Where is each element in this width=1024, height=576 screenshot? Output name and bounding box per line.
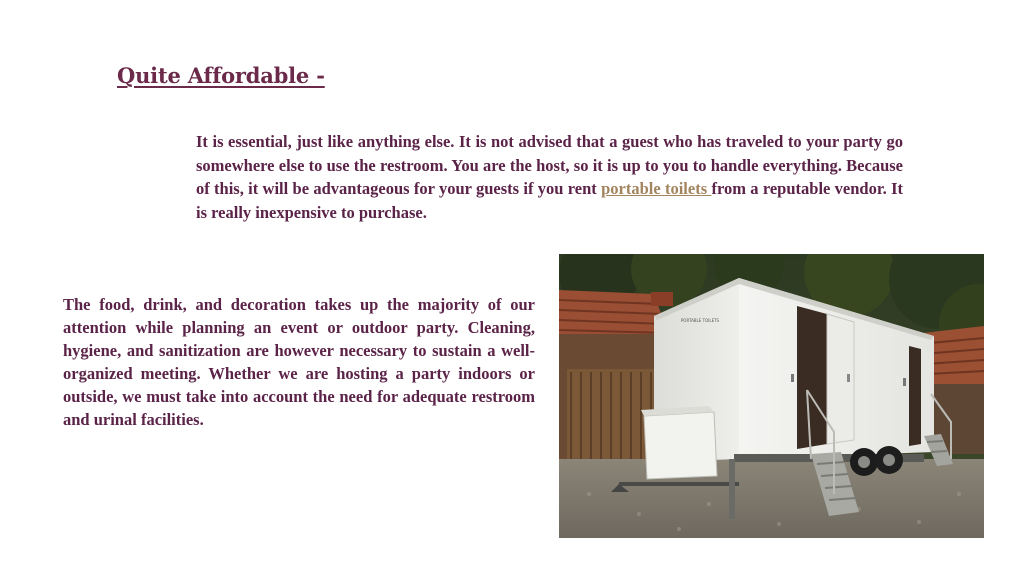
planning-paragraph: The food, drink, and decoration takes up the majority of our attention while planning an event or outdoor party. Cleaning, hygiene, and sanitization are however necessary to sustain a well-organized meeting. Whether we are hosting a party indoors or outside, we must take into account the need for adequate restroom and urinal facilities.	[63, 295, 535, 429]
slide-title: Quite Affordable -	[117, 63, 325, 88]
intro-text-before: It is essential, just like anything else. It is not advised that a guest who has traveled to your party go somewhere else to use the restroom. You are the host, so it is up to you to handle everything. Because of this, it will be advantageous for your guests if you rent	[196, 132, 903, 198]
storage-box	[641, 406, 717, 479]
intro-text-after: from a reputable vendor. It is really inexpensive to purchase.	[196, 179, 904, 222]
trailer-sign: PORTABLE TOILETS	[680, 318, 720, 323]
portable-toilet-trailer-photo	[559, 254, 984, 538]
portable-toilets-link[interactable]: portable toilets	[601, 179, 712, 198]
intro-paragraph	[196, 130, 903, 224]
